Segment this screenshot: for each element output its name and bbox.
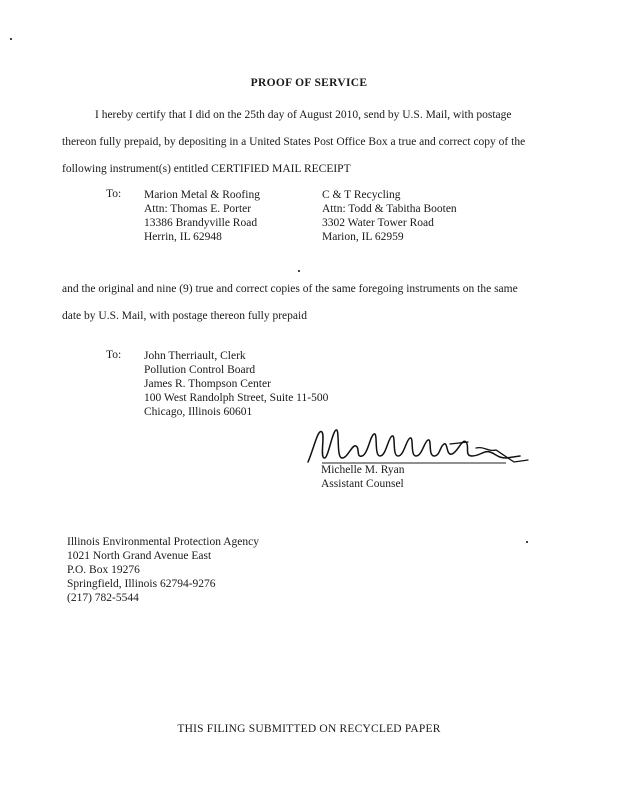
body2-line-2: date by U.S. Mail, with postage thereon fully prepaid	[62, 310, 307, 322]
recipient-right-address	[322, 188, 457, 244]
address-line: Springfield, Illinois 62794-9276	[67, 578, 216, 590]
signer-block	[321, 463, 405, 491]
scan-speck	[526, 541, 528, 543]
address-line: John Therriault, Clerk	[144, 350, 246, 362]
recipient-left-address	[144, 188, 260, 244]
clerk-address	[144, 349, 328, 419]
footer-notice: THIS FILING SUBMITTED ON RECYCLED PAPER	[177, 723, 441, 735]
body-line-1: I hereby certify that I did on the 25th day of August 2010, send by U.S. Mail, with postage	[95, 109, 512, 121]
agency-address	[67, 535, 259, 605]
body2-line-1: and the original and nine (9) true and correct copies of the same foregoing instruments on the same	[62, 283, 518, 295]
address-line: 100 West Randolph Street, Suite 11-500	[144, 392, 329, 404]
address-line: Herrin, IL 62948	[144, 231, 222, 243]
scan-speck	[10, 38, 12, 40]
address-line: 13386 Brandyville Road	[144, 217, 258, 229]
address-line: Marion, IL 62959	[322, 231, 404, 243]
address-line: Attn: Todd & Tabitha Booten	[322, 203, 457, 215]
page-title: PROOF OF SERVICE	[250, 77, 368, 89]
to-label: To:	[106, 188, 122, 200]
agency-name: Illinois Environmental Protection Agency	[67, 536, 259, 548]
address-line: Pollution Control Board	[144, 364, 256, 376]
body-line-3: following instrument(s) entitled CERTIFIED MAIL RECEIPT	[62, 163, 351, 175]
address-line: James R. Thompson Center	[144, 378, 271, 390]
signer-name: Michelle M. Ryan	[321, 464, 405, 476]
phone-number: (217) 782-5544	[67, 592, 139, 604]
address-line: Chicago, Illinois 60601	[144, 406, 253, 418]
address-line: 3302 Water Tower Road	[322, 217, 434, 229]
address-line: P.O. Box 19276	[67, 564, 140, 576]
address-line: Marion Metal & Roofing	[144, 189, 260, 201]
address-line: 1021 North Grand Avenue East	[67, 550, 212, 562]
scan-speck	[298, 270, 300, 272]
address-line: C & T Recycling	[322, 189, 401, 201]
clerk-to-label: To:	[106, 349, 122, 361]
address-line: Attn: Thomas E. Porter	[144, 203, 252, 215]
body-line-2: thereon fully prepaid, by depositing in a United States Post Office Box a true and correct copy of the	[62, 136, 526, 148]
signer-title: Assistant Counsel	[321, 478, 404, 490]
